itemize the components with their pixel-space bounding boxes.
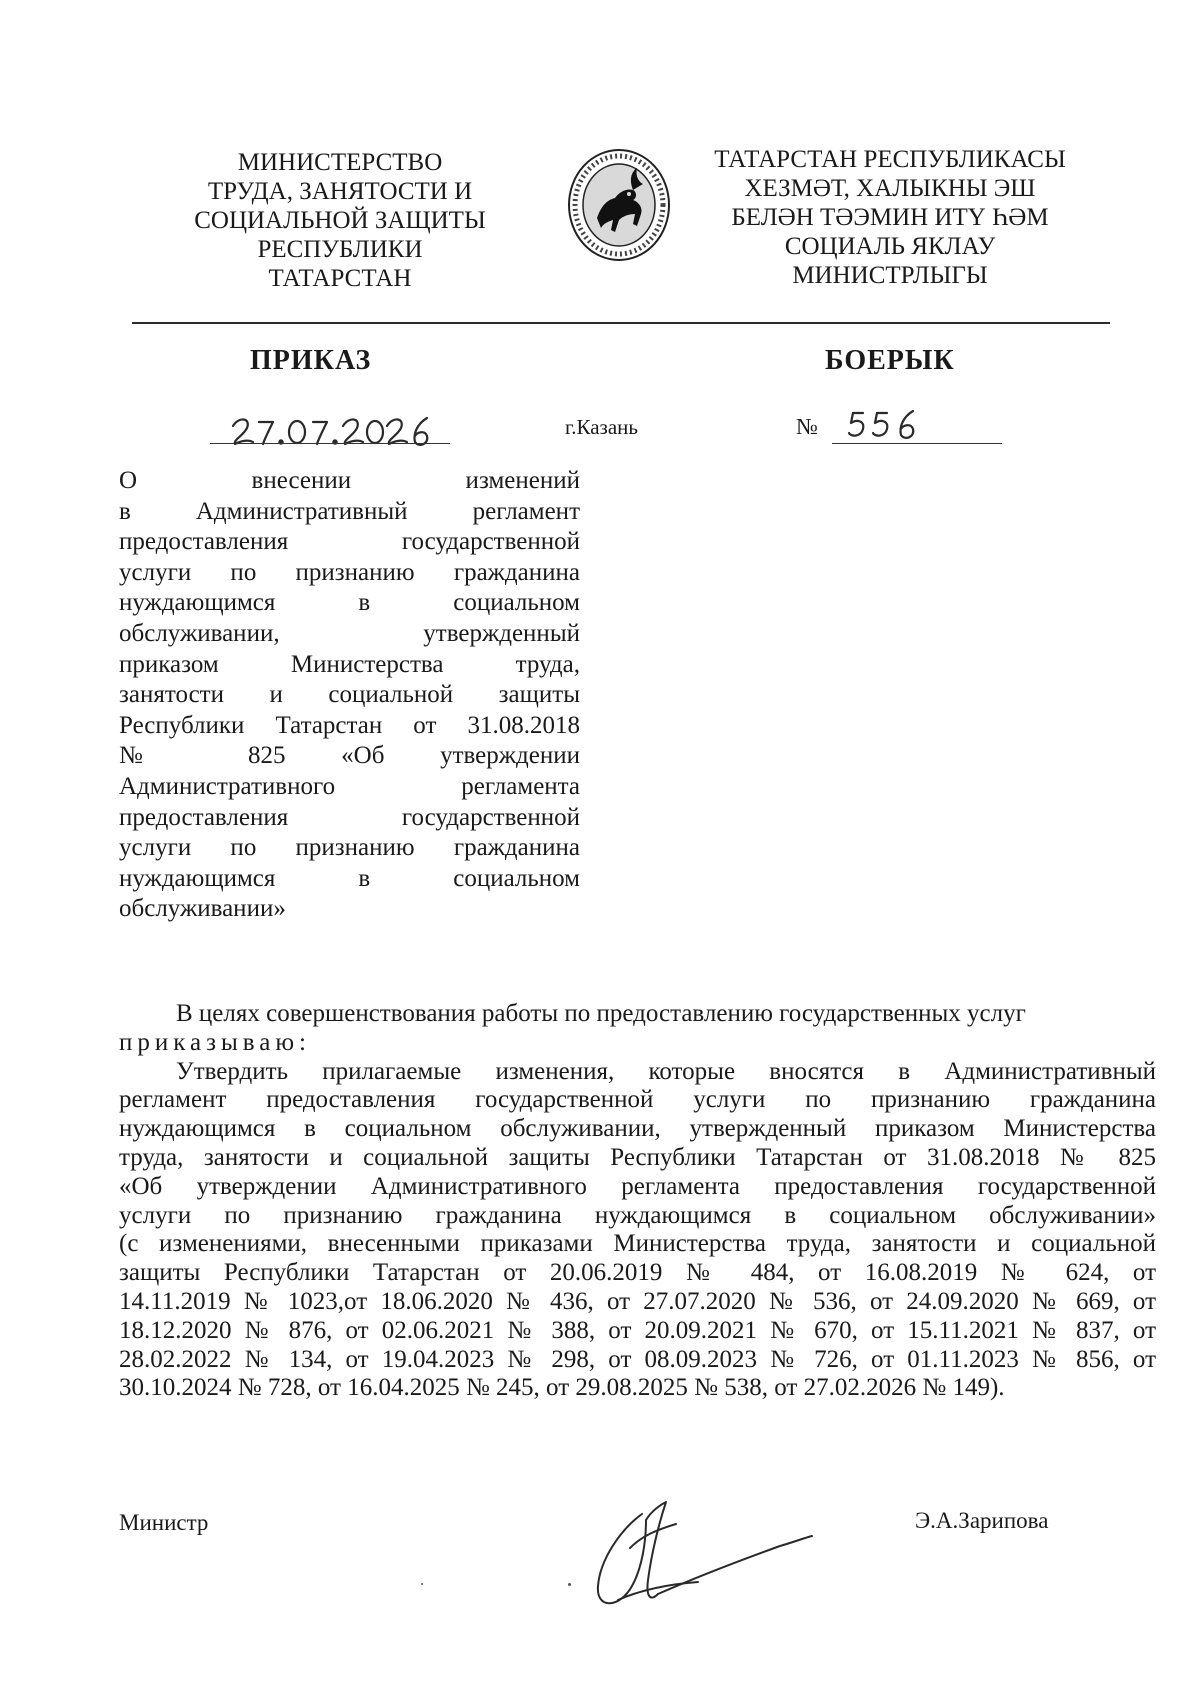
- ministry-name-tt-line: МИНИСТРЛЫГЫ: [792, 262, 988, 289]
- subject-line: услуги по признанию гражданина: [119, 834, 580, 862]
- body-paragraph-line: В целях совершенствования работы по предоставлению государственных услуг: [176, 1000, 1026, 1027]
- ministry-name-tt-line: ТАТАРСТАН РЕСПУБЛИКАСЫ: [714, 146, 1066, 173]
- date-underline: [210, 443, 450, 444]
- ministry-name-ru-line: ТРУДА, ЗАНЯТОСТИ И: [207, 178, 473, 205]
- subject-line: обслуживании, утвержденный: [119, 619, 580, 647]
- order-body: [119, 1000, 1156, 1403]
- subject-line: № 825 «Об утверждении: [119, 742, 580, 770]
- signatory-name: Э.А.Зарипова: [915, 1508, 1049, 1533]
- subject-line: в Административный регламент: [119, 497, 580, 525]
- signatory-title: Министр: [119, 1510, 209, 1535]
- city-label: г.Казань: [565, 415, 638, 439]
- ministry-name-ru-line: РЕСПУБЛИКИ: [257, 236, 423, 263]
- order-directive-word: приказываю:: [119, 1028, 311, 1056]
- subject-line: О внесении изменений: [119, 467, 580, 494]
- ministry-name-tt-line: ХЕЗМӘТ, ХАЛЫКНЫ ЭШ: [744, 175, 1036, 202]
- body-paragraph-line: труда, занятости и социальной защиты Республики Татарстан от 31.08.2018 № 825: [119, 1143, 1156, 1171]
- subject-line: нуждающимся в социальном: [119, 864, 580, 892]
- order-number-underline: [832, 443, 1002, 444]
- body-paragraph-line: 28.02.2022 № 134, от 19.04.2023 № 298, от 08.09.2023 № 726, от 01.11.2023 № 856, от: [119, 1345, 1156, 1373]
- handwritten-signature: [580, 1490, 820, 1620]
- subject-line: предоставления государственной: [119, 803, 580, 831]
- order-title-tt: БОЕРЫК: [825, 345, 955, 376]
- body-paragraph-line: нуждающимся в социальном обслуживании, утвержденный приказом Министерства: [119, 1115, 1156, 1143]
- ministry-name-ru-line: СОЦИАЛЬНОЙ ЗАЩИТЫ: [194, 207, 486, 234]
- handwritten-date: [225, 410, 440, 450]
- body-paragraph-line: «Об утверждении Административного регламента предоставления государственной: [119, 1172, 1156, 1200]
- subject-line: услуги по признанию гражданина: [119, 558, 580, 586]
- body-paragraph-line: 14.11.2019 № 1023,от 18.06.2020 № 436, от 27.07.2020 № 536, от 24.09.2020 № 669, от: [119, 1287, 1156, 1315]
- ministry-name-ru-line: ТАТАРСТАН: [268, 265, 412, 292]
- ministry-name-tt-line: СОЦИАЛЬ ЯКЛАУ: [784, 233, 996, 260]
- order-number-label: №: [796, 414, 818, 439]
- scan-speck: [568, 1583, 571, 1586]
- body-paragraph-line: регламент предоставления государственной услуги по признанию гражданина: [119, 1086, 1156, 1114]
- ministry-name-tt-line: БЕЛӘН ТӘЭМИН ИТҮ ҺӘМ: [731, 204, 1049, 231]
- order-title-ru: ПРИКАЗ: [250, 345, 372, 376]
- handwritten-order-number: [845, 405, 925, 443]
- tatarstan-coat-of-arms-icon: [567, 148, 671, 262]
- body-paragraph-line: защиты Республики Татарстан от 20.06.2019 № 484, от 16.08.2019 № 624, от: [119, 1259, 1156, 1287]
- scan-speck: [421, 1583, 423, 1585]
- body-paragraph-line: Утвердить прилагаемые изменения, которые вносятся в Административный: [176, 1057, 1156, 1085]
- subject-line: занятости и социальной защиты: [119, 681, 580, 709]
- subject-line: нуждающимся в социальном: [119, 589, 580, 617]
- subject-line: Административного регламента: [119, 772, 580, 800]
- subject-line: приказом Министерства труда,: [119, 650, 580, 678]
- body-paragraph-line: услуги по признанию гражданина нуждающимся в социальном обслуживании»: [119, 1201, 1156, 1229]
- body-paragraph-line: 18.12.2020 № 876, от 02.06.2021 № 388, от 20.09.2021 № 670, от 15.11.2021 № 837, от: [119, 1316, 1156, 1344]
- subject-line: обслуживании»: [119, 895, 286, 923]
- body-paragraph-line: (с изменениями, внесенными приказами Министерства труда, занятости и социальной: [119, 1230, 1156, 1258]
- order-subject: [119, 466, 580, 925]
- header-divider: [132, 322, 1110, 324]
- ministry-name-ru-line: МИНИСТЕРСТВО: [237, 149, 443, 176]
- body-paragraph-line: 30.10.2024 № 728, от 16.04.2025 № 245, от 29.08.2025 № 538, от 27.02.2026 № 149).: [119, 1374, 1005, 1402]
- subject-line: предоставления государственной: [119, 528, 580, 556]
- subject-line: Республики Татарстан от 31.08.2018: [119, 711, 580, 739]
- ministry-name-tt: [690, 145, 1090, 290]
- ministry-name-ru: [150, 148, 530, 293]
